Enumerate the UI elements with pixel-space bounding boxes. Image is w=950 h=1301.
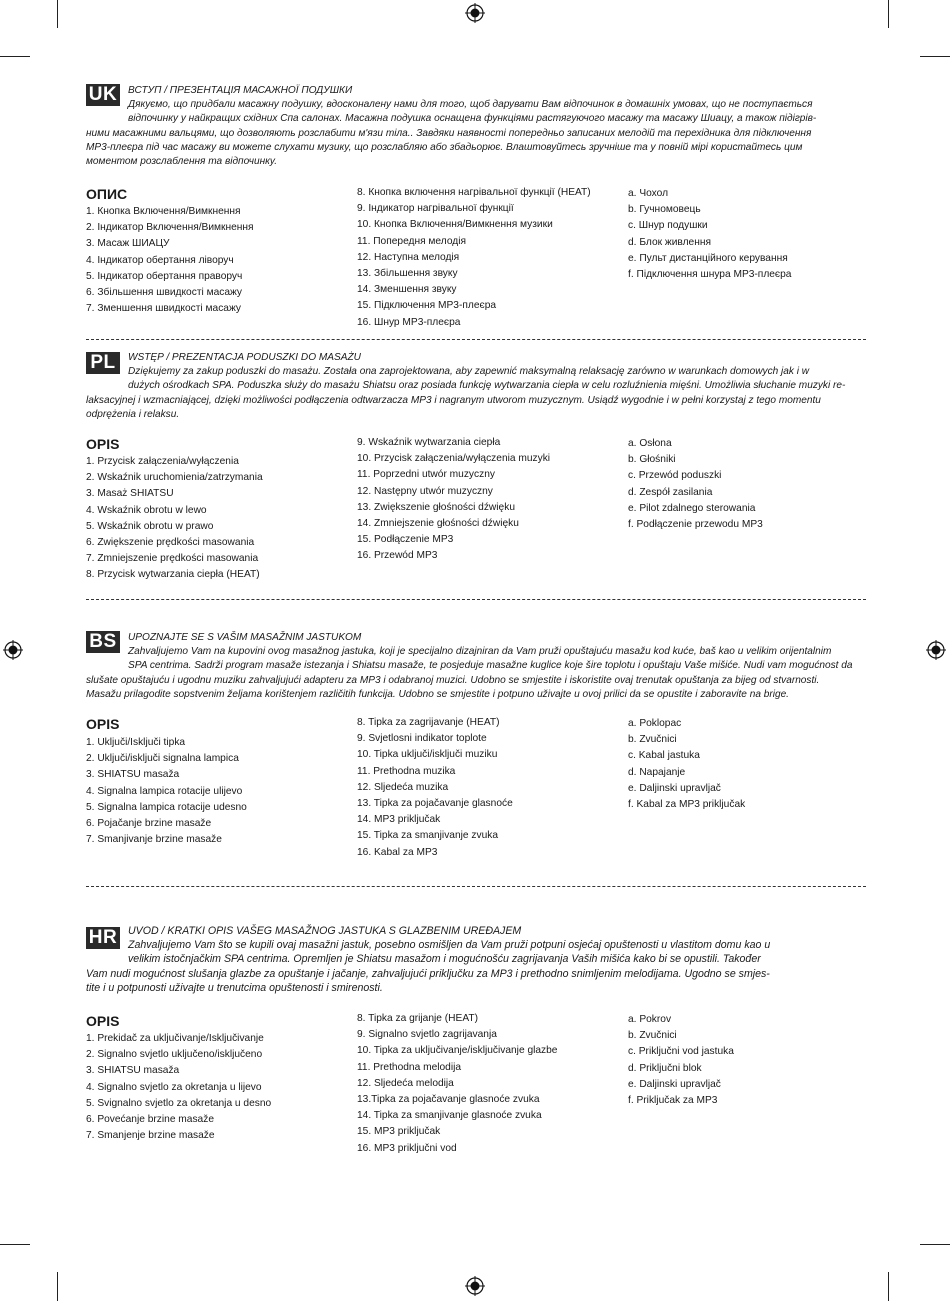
list-item: 16. MP3 priključni vod [357, 1142, 457, 1154]
intro-bs [86, 631, 866, 702]
list-item: c. Priključni vod jastuka [628, 1046, 734, 1058]
list-item: 3. Masaż SHIATSU [86, 488, 174, 500]
list-item: 2. Signalno svjetlo uključeno/isključeno [86, 1049, 263, 1061]
list-item: 15. MP3 priključak [357, 1126, 441, 1138]
section-title: ВСТУП / ПРЕЗЕНТАЦІЯ МАСАЖНОЇ ПОДУШКИ [128, 85, 353, 96]
intro-hr [86, 924, 866, 995]
list-item: 9. Індикатор нагрівальної функції [357, 203, 514, 215]
list-item: 16. Przewód MP3 [357, 550, 438, 562]
list-item: e. Пульт дистанційного керування [628, 252, 788, 264]
intro-line: MP3-плеєра під час масажу ви можете слухати музику, що розслабляю або збадьорює. Влаштовуйтесь зручніше та у повній мірі користайтесь цим [86, 141, 803, 153]
list-item: 8. Tipka za grijanje (HEAT) [357, 1013, 478, 1024]
list-item: 12. Наступна мелодія [357, 251, 460, 263]
list-item: 10. Przycisk załączenia/wyłączenia muzyki [357, 453, 551, 465]
list-item: 6. Збільшення швидкості масажу [86, 286, 243, 298]
intro-line: odprężenia i relaksu. [86, 408, 180, 420]
list-item: 7. Зменшення швидкості масажу [86, 303, 241, 315]
parts-list-2 [357, 1011, 557, 1157]
list-item: 8. Кнопка включення нагрівальної функції (HEAT) [357, 187, 591, 198]
registration-mark-icon [465, 3, 485, 23]
list-item: f. Podłączenie przewodu MP3 [628, 518, 763, 530]
crop-mark [920, 1244, 950, 1245]
list-item: 14. MP3 priključak [357, 814, 441, 826]
list-item: 4. Signalna lampica rotacije ulijevo [86, 785, 243, 797]
section-title: UVOD / KRATKI OPIS VAŠEG MASAŽNOG JASTUKA S GLAZBENIM UREĐAJEM [128, 925, 522, 937]
intro-line: Vam nudi mogućnost slušanja glazbe za opuštanje i jačanje, zahvaljujući priključku za MP3 i prethodno snimljenim melodijama. Ugodno se smjes- [86, 967, 770, 980]
list-item: d. Napajanje [628, 766, 686, 778]
list-item: 13. Збільшення звуку [357, 267, 458, 279]
intro-line: Dziękujemy za zakup poduszki do masażu. Została ona zaprojektowana, aby zapewnić maksymalną relaksację zarówno w warunkach domowych jak i w [128, 366, 810, 378]
opis-heading: ОПИС [86, 186, 128, 202]
list-item: 1. Przycisk załączenia/wyłączenia [86, 456, 239, 467]
list-item: 1. Prekidač za uključivanje/Isključivanje [86, 1033, 264, 1044]
list-item: 12. Następny utwór muzyczny [357, 485, 493, 497]
accessories-list [628, 716, 745, 813]
language-badge-hr: HR [86, 927, 120, 949]
list-item: 3. SHIATSU masaža [86, 769, 180, 781]
section-title: WSTĘP / PREZENTACJA PODUSZKI DO MASAŻU [128, 352, 361, 363]
crop-mark [0, 56, 30, 57]
list-item: 6. Zwiększenie prędkości masowania [86, 536, 255, 548]
list-item: 13.Tipka za pojačavanje glasnoće zvuka [357, 1093, 540, 1105]
list-item: 6. Pojačanje brzine masaže [86, 817, 212, 829]
list-item: 9. Wskaźnik wytwarzania ciepła [357, 437, 501, 448]
intro-line: Zahvaljujemo Vam na kupovini ovog masažnog jastuka, koji je specijalno dizajniran da Vam pruži opuštajuću masažu kod kuće, baš kao u velikim orijentalnim [128, 646, 832, 658]
list-item: 5. Svignalno svjetlo za okretanja u desno [86, 1097, 272, 1109]
intro-line: dużych ośrodkach SPA. Poduszka służy do masażu Shiatsu oraz posiada funkcję wytwarzania ciepła w celu rozluźnienia mięśni. Umożliwia słuchanie muzyki re- [128, 380, 846, 392]
list-item: 2. Індикатор Включення/Вимкнення [86, 222, 254, 234]
list-item: 3. Масаж ШИАЦУ [86, 238, 170, 250]
opis-heading: OPIS [86, 716, 120, 732]
crop-mark [888, 1272, 889, 1301]
list-item: 5. Wskaźnik obrotu w prawo [86, 520, 214, 532]
crop-mark [888, 0, 889, 28]
list-item: 14. Tipka za smanjivanje glasnoće zvuka [357, 1110, 542, 1122]
list-item: 2. Wskaźnik uruchomienia/zatrzymania [86, 472, 263, 484]
list-item: a. Чохол [628, 188, 669, 199]
intro-line: SPA centrima. Sadrži program masaže istezanja i Shiatsu masaže, te posjeduje masažne kuglice koje šire toplotu i opuštaju Vaše mišiće. Nudi vam mogućnost da [128, 660, 853, 672]
list-item: a. Pokrov [628, 1014, 672, 1025]
intro-line: Дякуємо, що придбали масажну подушку, вдосконалену нами для того, щоб дарувати Вам відпочинок в домашніх умовах, що не поступається [128, 99, 813, 111]
list-item: 4. Signalno svjetlo za okretanja u lijevo [86, 1081, 262, 1093]
accessories-list [628, 436, 763, 533]
parts-list-1 [86, 1031, 271, 1144]
list-item: 7. Smanjivanje brzine masaže [86, 834, 222, 846]
list-item: f. Підключення шнура MP3-плеєра [628, 268, 792, 280]
intro-line: tite i u potpunosti uživajte u trenutcima opuštenosti i smirenosti. [86, 981, 383, 994]
opis-heading: OPIS [86, 436, 120, 452]
list-item: 10. Tipka uključi/isključi muziku [357, 749, 498, 761]
intro-line: Masažu prilagodite sopstvenim željama korištenjem različitih funkcija. Udobno se smjestite i potpuno uživajte u ovoj prilici da se opustite i zaboravite na brige. [86, 688, 789, 700]
list-item: b. Zvučnici [628, 1030, 677, 1042]
list-item: 14. Зменшення звуку [357, 284, 457, 296]
list-item: a. Poklopac [628, 718, 682, 729]
parts-list-2 [357, 715, 513, 861]
intro-line: velikim istočnjačkim SPA centrima. Opremljen je Shiatsu masažom i mogućnošću zagrijavanja Vaših mišića kako bi se opustili. Također [128, 953, 761, 966]
list-item: 5. Signalna lampica rotacije udesno [86, 801, 247, 813]
list-item: e. Pilot zdalnego sterowania [628, 502, 756, 514]
section-divider [86, 886, 866, 887]
accessories-list [628, 1012, 734, 1109]
parts-list-2 [357, 185, 591, 331]
registration-mark-icon [3, 640, 23, 660]
registration-mark-icon [926, 640, 946, 660]
intro-line: Zahvaljujemo Vam što se kupili ovaj masažni jastuk, posebno osmišljen da Vam pruži potpuni osjećaj opuštenosti u vlastitom domu kao u [128, 939, 771, 952]
parts-list-2 [357, 435, 550, 565]
list-item: 8. Tipka za zagrijavanje (HEAT) [357, 717, 500, 728]
list-item: 10. Tipka za uključivanje/isključivanje glazbe [357, 1045, 558, 1057]
crop-mark [57, 1272, 58, 1301]
list-item: 11. Poprzedni utwór muzyczny [357, 469, 495, 481]
intro-line: відпочинку у найкращих східних Спа салонах. Масажна подушка оснащена функціями растягуючого масажу та масажу Шиацу, а також підігрів- [128, 113, 817, 125]
list-item: 15. Tipka za smanjivanje zvuka [357, 830, 498, 842]
list-item: 15. Podłączenie MP3 [357, 534, 454, 546]
list-item: c. Przewód poduszki [628, 470, 722, 482]
list-item: 7. Zmniejszenie prędkości masowania [86, 553, 259, 565]
crop-mark [920, 56, 950, 57]
list-item: e. Daljinski upravljač [628, 782, 721, 794]
list-item: 8. Przycisk wytwarzania ciepła (HEAT) [86, 569, 260, 581]
list-item: f. Kabal za MP3 priključak [628, 798, 746, 810]
list-item: 13. Zwiększenie głośności dźwięku [357, 501, 515, 513]
section-title: UPOZNAJTE SE S VAŠIM MASAŽNIM JASTUKOM [128, 632, 362, 643]
list-item: 5. Індикатор обертання праворуч [86, 270, 243, 282]
list-item: 7. Smanjenje brzine masaže [86, 1130, 215, 1142]
intro-line: ними масажними вальцями, що дозволяють розслабити м'язи тіла.. Завдяки наявності попередньо записаних мелодій та перехідника для підключення [86, 127, 812, 139]
list-item: 4. Індикатор обертання ліворуч [86, 254, 234, 266]
list-item: d. Блок живлення [628, 236, 711, 248]
intro-line: slušate opuštajuću i ugodnu muziku zahvaljujući adapteru za MP3 i odabranoj muzici. Udobno se smjestite i iskoristite ovaj trenutak opuštanja za bijeg od stvarnosti. [86, 674, 820, 686]
section-divider [86, 339, 866, 340]
list-item: b. Zvučnici [628, 734, 677, 746]
list-item: 16. Kabal za MP3 [357, 846, 438, 858]
list-item: c. Шнур подушки [628, 220, 708, 232]
list-item: 11. Prethodna muzika [357, 765, 456, 777]
list-item: 9. Svjetlosni indikator toplote [357, 733, 487, 745]
list-item: 11. Prethodna melodija [357, 1061, 462, 1073]
registration-mark-icon [465, 1276, 485, 1296]
intro-pl [86, 351, 866, 422]
list-item: 14. Zmniejszenie głośności dźwięku [357, 517, 519, 529]
list-item: b. Głośniki [628, 454, 676, 466]
list-item: 16. Шнур MP3-плеєра [357, 316, 461, 328]
list-item: c. Kabal jastuka [628, 750, 700, 762]
crop-mark [0, 1244, 30, 1245]
list-item: 10. Кнопка Включення/Вимкнення музики [357, 219, 553, 231]
section-divider [86, 599, 866, 600]
language-badge-bs: BS [86, 631, 120, 653]
language-badge-uk: UK [86, 84, 120, 106]
intro-line: моментом розслаблення та відпочинку. [86, 156, 278, 168]
list-item: 1. Кнопка Включення/Вимкнення [86, 206, 241, 217]
list-item: 9. Signalno svjetlo zagrijavanja [357, 1029, 497, 1041]
accessories-list [628, 186, 791, 283]
intro-uk [86, 84, 866, 169]
list-item: 13. Tipka za pojačavanje glasnoće [357, 797, 513, 809]
list-item: 12. Sljedeća melodija [357, 1077, 454, 1089]
crop-mark [57, 0, 58, 28]
list-item: a. Osłona [628, 438, 672, 449]
list-item: f. Priključak za MP3 [628, 1094, 718, 1106]
parts-list-1 [86, 735, 247, 848]
list-item: 15. Підключення MP3-плеєра [357, 300, 497, 312]
list-item: b. Гучномовець [628, 204, 701, 216]
language-badge-pl: PL [86, 352, 120, 374]
list-item: 3. SHIATSU masaža [86, 1065, 180, 1077]
list-item: 12. Sljedeća muzika [357, 781, 449, 793]
list-item: e. Daljinski upravljač [628, 1078, 721, 1090]
list-item: d. Zespół zasilania [628, 486, 713, 498]
list-item: 1. Uključi/Isključi tipka [86, 737, 186, 748]
list-item: d. Priključni blok [628, 1062, 702, 1074]
parts-list-1 [86, 454, 263, 584]
intro-line: laksacyjnej i wzmacniającej, dzięki możliwości podłączenia odtwarzacza MP3 i nagranym utworom muzycznym. Usiądź wygodnie i w pełni korzystaj z tego momentu [86, 394, 821, 406]
parts-list-1 [86, 204, 254, 317]
list-item: 11. Попередня мелодія [357, 235, 466, 247]
list-item: 2. Uključi/isključi signalna lampica [86, 753, 239, 765]
list-item: 6. Povećanje brzine masaže [86, 1113, 214, 1125]
opis-heading: OPIS [86, 1013, 120, 1029]
list-item: 4. Wskaźnik obrotu w lewo [86, 504, 207, 516]
